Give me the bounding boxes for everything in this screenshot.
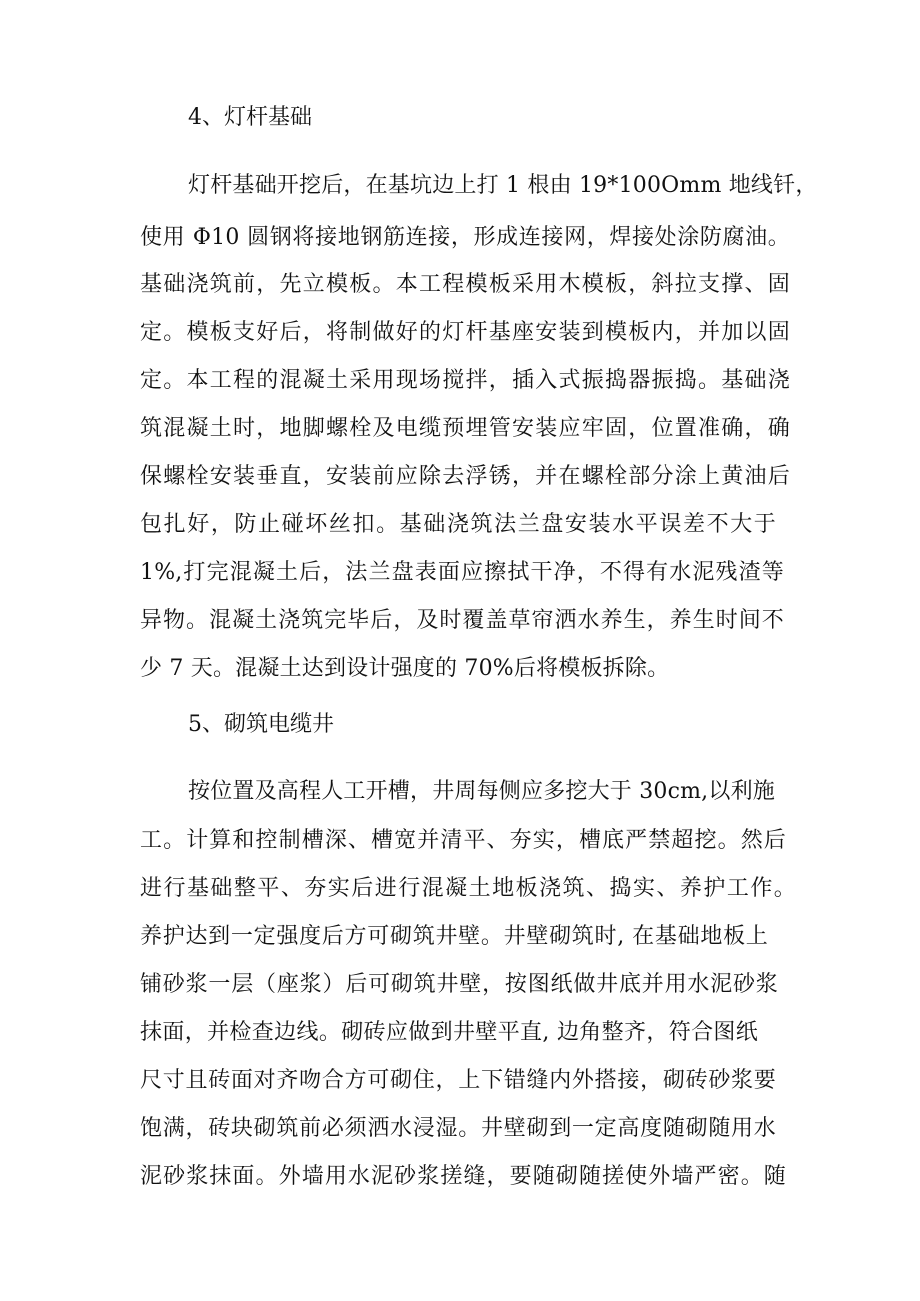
section-5-line-4: 养护达到一定强度后方可砌筑井壁。井壁砌筑时, 在基础地板上 [140, 924, 768, 949]
section-5-line-5: 铺砂浆一层（座浆）后可砌筑井壁，按图纸做井底并用水泥砂浆 [140, 972, 778, 997]
section-4-line-1: 灯杆基础开挖后，在基坑边上打 1 根由 19*100Omm 地线钎， [188, 173, 818, 198]
section-4-line-11: 少 7 天。混凝土达到设计强度的 70%后将模板拆除。 [140, 656, 670, 681]
section-4-line-7: 保螺栓安装垂直，安装前应除去浮锈，并在螺栓部分涂上黄油后 [140, 464, 790, 489]
section-4-line-10: 异物。混凝土浇筑完毕后，及时覆盖草帘洒水养生，养生时间不 [140, 608, 784, 633]
section-5-line-6: 抹面，并检查边线。砌砖应做到井壁平直, 边角整齐，符合图纸 [140, 1020, 758, 1045]
section-4-line-5: 定。本工程的混凝土采用现场搅拌，插入式振捣器振捣。基础浇 [140, 368, 790, 393]
section-5-line-7: 尺寸且砖面对齐吻合方可砌住，上下错缝内外搭接，砌砖砂浆要 [140, 1068, 776, 1093]
section-5-line-2: 工。计算和控制槽深、槽宽并清平、夯实，槽底严禁超挖。然后 [140, 828, 786, 853]
section-5-line-3: 进行基础整平、夯实后进行混凝土地板浇筑、捣实、养护工作。 [140, 876, 796, 901]
section-4-line-3: 基础浇筑前，先立模板。本工程模板采用木模板，斜拉支撑、固 [140, 272, 790, 297]
section-5-heading: 5、砌筑电缆井 [188, 712, 334, 737]
section-4-line-8: 包扎好，防止碰坏丝扣。基础浇筑法兰盘安装水平误差不大于 [140, 512, 776, 537]
section-4-line-6: 筑混凝土时，地脚螺栓及电缆预埋管安装应牢固，位置准确，确 [140, 416, 790, 441]
section-5-line-1: 按位置及高程人工开槽，井周每侧应多挖大于 30cm,以利施 [188, 779, 775, 804]
section-5-line-9: 泥砂浆抹面。外墙用水泥砂浆搓缝，要随砌随搓使外墙严密。随 [140, 1164, 786, 1189]
section-4-line-4: 定。模板支好后，将制做好的灯杆基座安装到模板内，并加以固 [140, 320, 790, 345]
section-4-line-9: 1%,打完混凝土后，法兰盘表面应擦拭干净，不得有水泥残渣等 [140, 560, 784, 585]
section-4-line-2: 使用 Φ10 圆钢将接地钢筋连接，形成连接网，焊接处涂防腐油。 [140, 225, 790, 250]
section-5-line-8: 饱满，砖块砌筑前必须洒水浸湿。井壁砌到一定高度随砌随用水 [140, 1116, 776, 1141]
section-4-heading: 4、灯杆基础 [188, 105, 312, 130]
